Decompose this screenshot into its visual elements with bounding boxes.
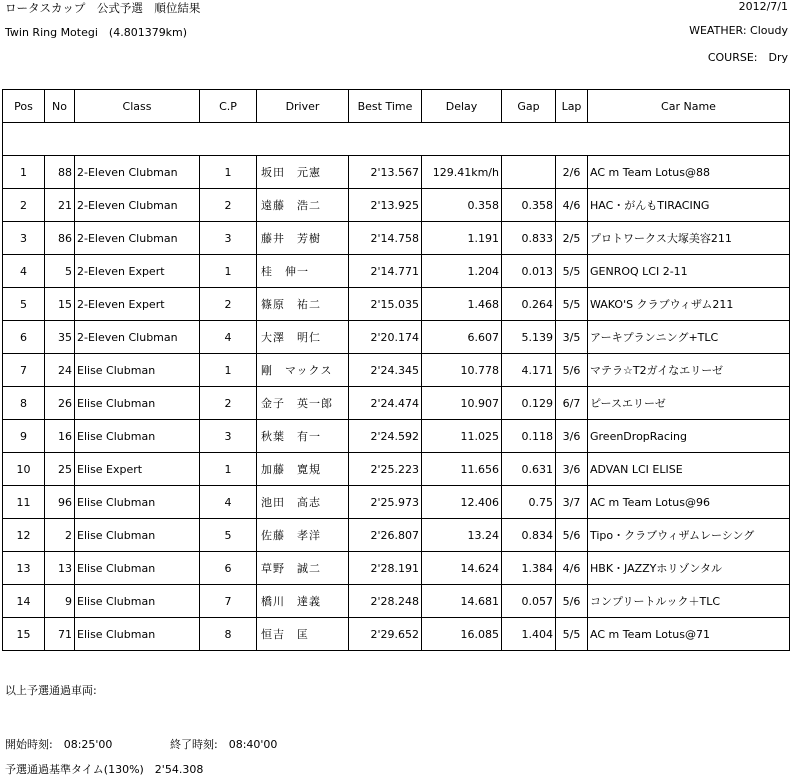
cell-best-time: 2'20.174	[349, 321, 422, 354]
cell-lap: 2/5	[556, 222, 588, 255]
cell-gap	[502, 156, 556, 189]
col-header-no: No	[45, 90, 75, 123]
table-spacer-row	[3, 123, 790, 156]
cell-gap: 5.139	[502, 321, 556, 354]
weather-info: WEATHER: Cloudy	[689, 24, 788, 37]
cell-cp: 4	[200, 321, 257, 354]
page-title: ロータスカップ 公式予選 順位結果	[5, 1, 201, 15]
col-header-cp: C.P	[200, 90, 257, 123]
cell-no: 9	[45, 585, 75, 618]
cell-gap: 0.057	[502, 585, 556, 618]
cell-delay: 10.778	[422, 354, 502, 387]
cell-no: 5	[45, 255, 75, 288]
cell-delay: 12.406	[422, 486, 502, 519]
cell-lap: 2/6	[556, 156, 588, 189]
cell-driver: 坂田 元憲	[257, 156, 349, 189]
cell-lap: 5/5	[556, 288, 588, 321]
circuit-info: Twin Ring Motegi (4.801379km)	[5, 26, 188, 39]
cell-gap: 0.358	[502, 189, 556, 222]
cell-pos: 1	[3, 156, 45, 189]
cell-car-name: HAC・がんもTIRACING	[588, 189, 790, 222]
cell-no: 71	[45, 618, 75, 651]
cell-pos: 4	[3, 255, 45, 288]
cell-lap: 5/5	[556, 618, 588, 651]
cell-lap: 3/5	[556, 321, 588, 354]
cell-class: 2-Eleven Clubman	[75, 321, 200, 354]
table-row	[3, 354, 790, 387]
cell-car-name: コンプリートルック＋TLC	[588, 585, 790, 618]
cell-driver: 秋葉 有一	[257, 420, 349, 453]
cell-lap: 3/7	[556, 486, 588, 519]
cell-cp: 1	[200, 453, 257, 486]
cell-pos: 9	[3, 420, 45, 453]
cell-cp: 3	[200, 420, 257, 453]
cell-car-name: ADVAN LCI ELISE	[588, 453, 790, 486]
cell-no: 96	[45, 486, 75, 519]
cell-best-time: 2'29.652	[349, 618, 422, 651]
cell-delay: 1.204	[422, 255, 502, 288]
cell-cp: 1	[200, 354, 257, 387]
cell-pos: 10	[3, 453, 45, 486]
cell-car-name: AC m Team Lotus@88	[588, 156, 790, 189]
table-row	[3, 519, 790, 552]
cell-car-name: HBK・JAZZYホリゾンタル	[588, 552, 790, 585]
cell-class: 2-Eleven Clubman	[75, 156, 200, 189]
cell-car-name: GreenDropRacing	[588, 420, 790, 453]
cell-lap: 5/6	[556, 519, 588, 552]
end-time: 終了時刻: 08:40'00	[170, 738, 278, 751]
cell-gap: 4.171	[502, 354, 556, 387]
cell-car-name: アーキプランニング+TLC	[588, 321, 790, 354]
cell-delay: 13.24	[422, 519, 502, 552]
cell-cp: 5	[200, 519, 257, 552]
cell-pos: 6	[3, 321, 45, 354]
cell-no: 21	[45, 189, 75, 222]
cell-gap: 0.118	[502, 420, 556, 453]
table-row	[3, 618, 790, 651]
cell-no: 25	[45, 453, 75, 486]
cell-no: 24	[45, 354, 75, 387]
cell-no: 35	[45, 321, 75, 354]
course-info: COURSE: Dry	[707, 51, 788, 64]
cell-class: Elise Expert	[75, 453, 200, 486]
start-time: 開始時刻: 08:25'00	[5, 738, 113, 751]
cell-lap: 5/6	[556, 585, 588, 618]
cell-best-time: 2'14.758	[349, 222, 422, 255]
cell-pos: 7	[3, 354, 45, 387]
cell-class: Elise Clubman	[75, 585, 200, 618]
qualified-note: 以上予選通過車両:	[5, 684, 97, 697]
col-header-lap: Lap	[556, 90, 588, 123]
cell-class: 2-Eleven Clubman	[75, 189, 200, 222]
cell-gap: 0.129	[502, 387, 556, 420]
cell-class: 2-Eleven Expert	[75, 288, 200, 321]
cell-no: 26	[45, 387, 75, 420]
cell-no: 13	[45, 552, 75, 585]
table-row	[3, 387, 790, 420]
cell-delay: 6.607	[422, 321, 502, 354]
cell-lap: 4/6	[556, 189, 588, 222]
cell-car-name: AC m Team Lotus@96	[588, 486, 790, 519]
cell-delay: 0.358	[422, 189, 502, 222]
event-date: 2012/7/1	[738, 0, 788, 13]
cell-gap: 0.013	[502, 255, 556, 288]
cell-cp: 3	[200, 222, 257, 255]
cell-car-name: WAKO'S クラブウィザム211	[588, 288, 790, 321]
col-header-class: Class	[75, 90, 200, 123]
cell-class: Elise Clubman	[75, 486, 200, 519]
cell-gap: 0.833	[502, 222, 556, 255]
cell-driver: 草野 誠二	[257, 552, 349, 585]
cell-delay: 14.681	[422, 585, 502, 618]
cell-pos: 3	[3, 222, 45, 255]
cell-driver: 藤井 芳樹	[257, 222, 349, 255]
cell-driver: 加藤 寛規	[257, 453, 349, 486]
table-row	[3, 222, 790, 255]
cell-pos: 11	[3, 486, 45, 519]
cell-no: 86	[45, 222, 75, 255]
cell-cp: 4	[200, 486, 257, 519]
table-row	[3, 552, 790, 585]
col-header-driver: Driver	[257, 90, 349, 123]
cell-gap: 0.264	[502, 288, 556, 321]
cell-delay: 11.656	[422, 453, 502, 486]
cell-driver: 佐藤 孝洋	[257, 519, 349, 552]
table-row	[3, 189, 790, 222]
table-row	[3, 156, 790, 189]
cell-gap: 0.75	[502, 486, 556, 519]
table-row	[3, 288, 790, 321]
cell-pos: 8	[3, 387, 45, 420]
cell-best-time: 2'24.474	[349, 387, 422, 420]
cell-pos: 5	[3, 288, 45, 321]
cell-driver: 剛 マックス	[257, 354, 349, 387]
cell-delay: 129.41km/h	[422, 156, 502, 189]
cell-gap: 1.404	[502, 618, 556, 651]
cell-lap: 3/6	[556, 420, 588, 453]
cell-lap: 3/6	[556, 453, 588, 486]
table-row	[3, 453, 790, 486]
cell-delay: 10.907	[422, 387, 502, 420]
cell-pos: 12	[3, 519, 45, 552]
cell-pos: 14	[3, 585, 45, 618]
results-table	[2, 89, 790, 651]
cell-driver: 金子 英一郎	[257, 387, 349, 420]
cell-class: Elise Clubman	[75, 519, 200, 552]
cell-best-time: 2'24.345	[349, 354, 422, 387]
table-row	[3, 255, 790, 288]
cell-best-time: 2'28.248	[349, 585, 422, 618]
col-header-gap: Gap	[502, 90, 556, 123]
cell-class: Elise Clubman	[75, 552, 200, 585]
col-header-pos: Pos	[3, 90, 45, 123]
cell-gap: 1.384	[502, 552, 556, 585]
cell-no: 16	[45, 420, 75, 453]
cell-driver: 大澤 明仁	[257, 321, 349, 354]
cell-lap: 5/6	[556, 354, 588, 387]
cell-pos: 13	[3, 552, 45, 585]
cell-car-name: AC m Team Lotus@71	[588, 618, 790, 651]
cell-lap: 6/7	[556, 387, 588, 420]
cell-driver: 池田 高志	[257, 486, 349, 519]
cell-cp: 2	[200, 189, 257, 222]
cell-best-time: 2'25.973	[349, 486, 422, 519]
cell-pos: 15	[3, 618, 45, 651]
cell-car-name: GENROQ LCI 2-11	[588, 255, 790, 288]
cell-delay: 1.191	[422, 222, 502, 255]
cell-car-name: プロトワークス大塚美容211	[588, 222, 790, 255]
cell-no: 88	[45, 156, 75, 189]
table-row	[3, 321, 790, 354]
cell-best-time: 2'13.925	[349, 189, 422, 222]
cell-class: 2-Eleven Expert	[75, 255, 200, 288]
qualify-standard-time: 予選通過基準タイム(130%) 2'54.308	[5, 763, 204, 776]
cell-cp: 6	[200, 552, 257, 585]
cell-driver: 遠藤 浩二	[257, 189, 349, 222]
col-header-car-name: Car Name	[588, 90, 790, 123]
cell-driver: 恒吉 匡	[257, 618, 349, 651]
cell-car-name: Tipo・クラブウィザムレーシング	[588, 519, 790, 552]
cell-class: Elise Clubman	[75, 618, 200, 651]
cell-delay: 1.468	[422, 288, 502, 321]
cell-delay: 14.624	[422, 552, 502, 585]
cell-best-time: 2'28.191	[349, 552, 422, 585]
cell-pos: 2	[3, 189, 45, 222]
col-header-best-time: Best Time	[349, 90, 422, 123]
cell-cp: 2	[200, 288, 257, 321]
cell-best-time: 2'26.807	[349, 519, 422, 552]
cell-best-time: 2'14.771	[349, 255, 422, 288]
cell-lap: 5/5	[556, 255, 588, 288]
cell-cp: 2	[200, 387, 257, 420]
cell-class: Elise Clubman	[75, 354, 200, 387]
cell-no: 15	[45, 288, 75, 321]
table-row	[3, 420, 790, 453]
cell-best-time: 2'15.035	[349, 288, 422, 321]
cell-driver: 橋川 達義	[257, 585, 349, 618]
col-header-delay: Delay	[422, 90, 502, 123]
cell-lap: 4/6	[556, 552, 588, 585]
cell-car-name: ピースエリーゼ	[588, 387, 790, 420]
cell-no: 2	[45, 519, 75, 552]
cell-delay: 16.085	[422, 618, 502, 651]
table-header-row	[3, 90, 790, 123]
table-row	[3, 585, 790, 618]
cell-class: Elise Clubman	[75, 387, 200, 420]
table-row	[3, 486, 790, 519]
cell-cp: 1	[200, 255, 257, 288]
cell-car-name: マテラ☆T2ガイなエリーゼ	[588, 354, 790, 387]
cell-cp: 7	[200, 585, 257, 618]
cell-best-time: 2'25.223	[349, 453, 422, 486]
cell-delay: 11.025	[422, 420, 502, 453]
cell-best-time: 2'24.592	[349, 420, 422, 453]
cell-gap: 0.631	[502, 453, 556, 486]
cell-driver: 桂 伸一	[257, 255, 349, 288]
cell-cp: 1	[200, 156, 257, 189]
cell-best-time: 2'13.567	[349, 156, 422, 189]
cell-class: 2-Eleven Clubman	[75, 222, 200, 255]
cell-gap: 0.834	[502, 519, 556, 552]
cell-cp: 8	[200, 618, 257, 651]
cell-class: Elise Clubman	[75, 420, 200, 453]
cell-driver: 篠原 祐二	[257, 288, 349, 321]
